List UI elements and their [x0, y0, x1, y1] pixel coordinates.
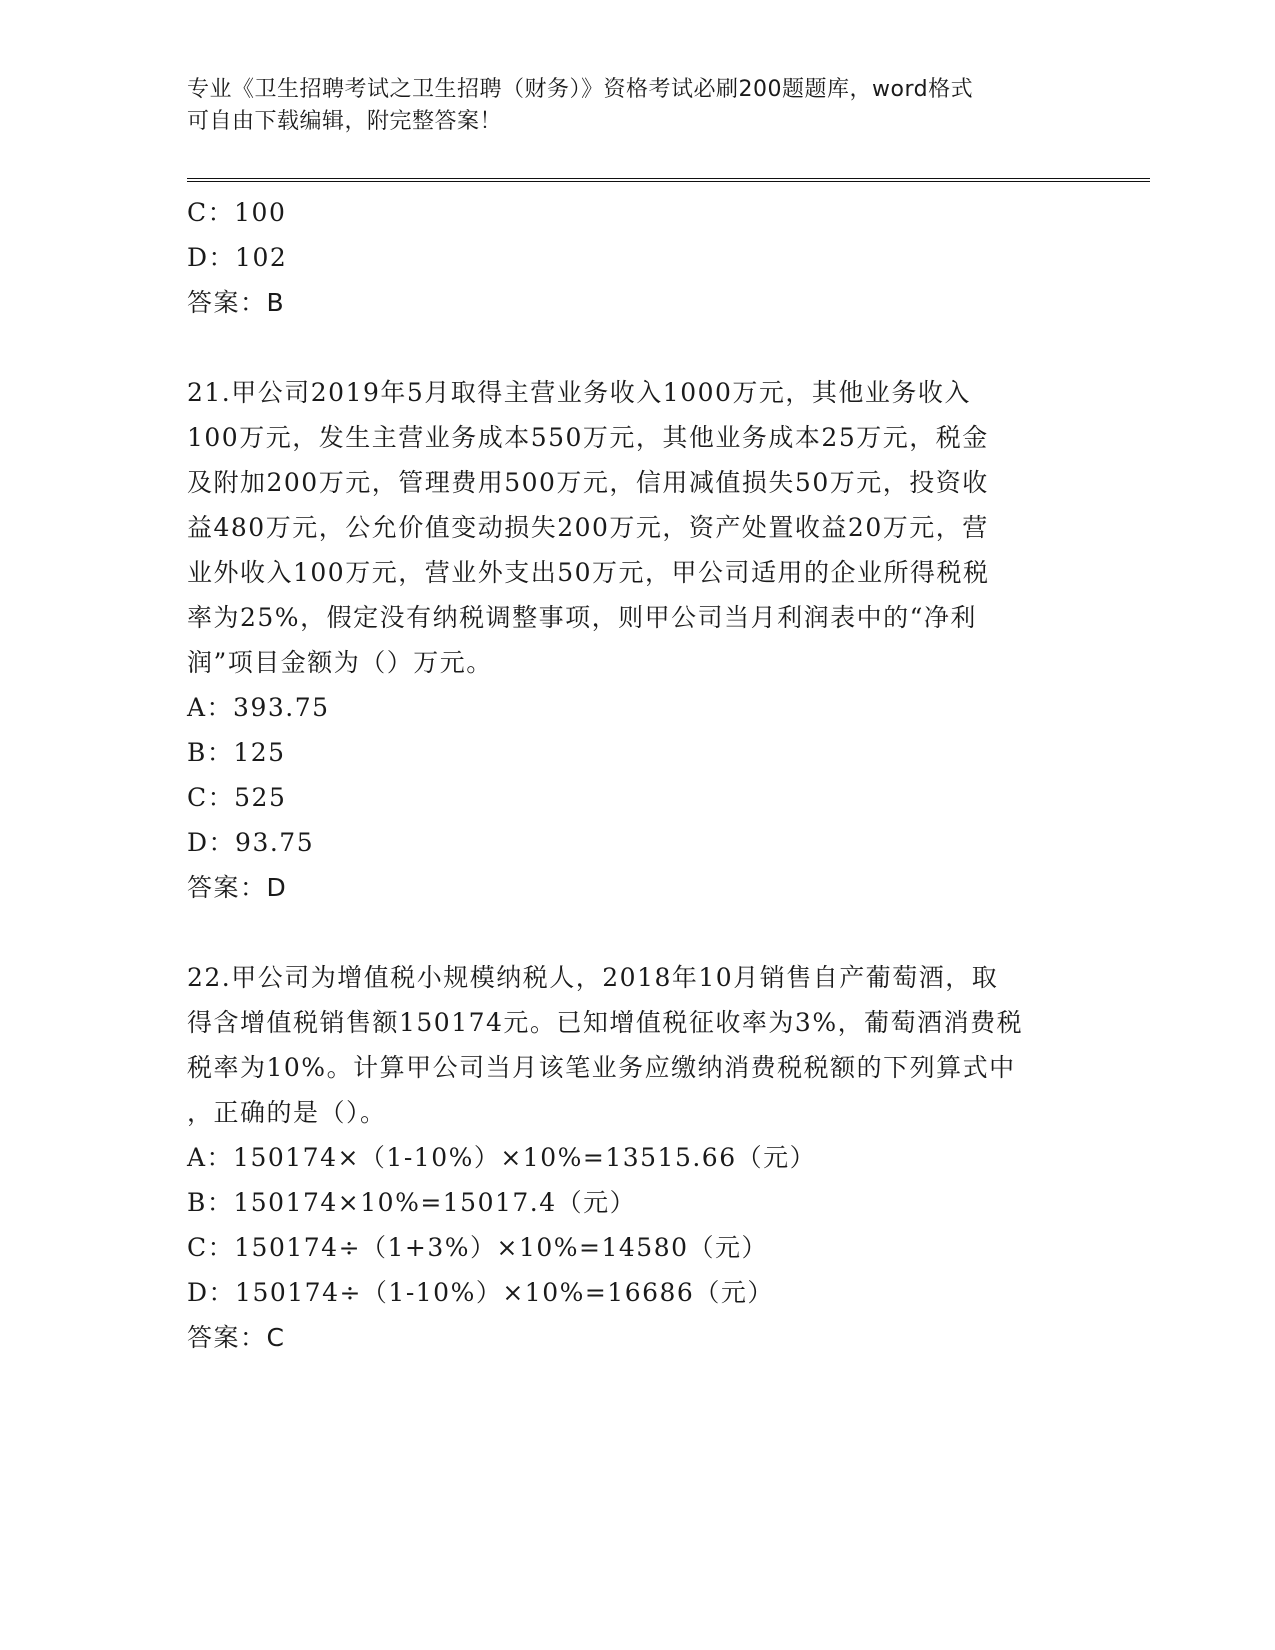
option-a: A：150174×（1-10%）×10%=13515.66（元）	[187, 1143, 817, 1172]
option-d: D：102	[187, 243, 288, 272]
option-d: D：93.75	[187, 828, 315, 857]
question-stem-line: 税率为10%。计算甲公司当月该笔业务应缴纳消费税税额的下列算式中	[187, 1053, 1016, 1082]
question-stem-line: 润”项目金额为（）万元。	[187, 648, 493, 677]
option-c: C：100	[187, 198, 287, 227]
question-stem-line: 益480万元，公允价值变动损失200万元，资产处置收益20万元，营	[187, 513, 989, 542]
header-divider	[187, 178, 1150, 182]
question-stem-line: 100万元，发生主营业务成本550万元，其他业务成本25万元，税金	[187, 423, 989, 452]
previous-question-tail	[187, 190, 1087, 325]
spacer	[187, 910, 1087, 955]
option-a: A：393.75	[187, 693, 330, 722]
option-c: C：150174÷（1+3%）×10%=14580（元）	[187, 1233, 769, 1262]
answer-line: 答案：C	[187, 1323, 286, 1352]
option-b: B：150174×10%=15017.4（元）	[187, 1188, 637, 1217]
answer-line: 答案：D	[187, 873, 288, 902]
question-21	[187, 370, 1087, 910]
option-c: C：525	[187, 783, 287, 812]
header-line-1: 专业《卫生招聘考试之卫生招聘（财务）》资格考试必刷200题题库，word格式	[187, 77, 974, 102]
document-body	[187, 190, 1087, 1360]
question-stem-line: 及附加200万元，管理费用500万元，信用减值损失50万元，投资收	[187, 468, 989, 497]
question-stem-line: ，正确的是（）。	[187, 1098, 387, 1127]
question-stem-line: 得含增值税销售额150174元。已知增值税征收率为3%，葡萄酒消费税	[187, 1008, 1024, 1037]
question-22	[187, 955, 1087, 1360]
question-stem-line: 率为25%，假定没有纳税调整事项，则甲公司当月利润表中的“净利	[187, 603, 977, 632]
question-stem-line: 22.甲公司为增值税小规模纳税人，2018年10月销售自产葡萄酒，取	[187, 963, 999, 992]
spacer	[187, 325, 1087, 370]
header-line-2: 可自由下载编辑，附完整答案！	[187, 109, 503, 134]
option-b: B：125	[187, 738, 286, 767]
option-d: D：150174÷（1-10%）×10%=16686（元）	[187, 1278, 774, 1307]
page-header	[187, 74, 1087, 138]
answer-line: 答案：B	[187, 288, 286, 317]
question-stem-line: 业外收入100万元，营业外支出50万元，甲公司适用的企业所得税税	[187, 558, 990, 587]
question-stem-line: 21.甲公司2019年5月取得主营业务收入1000万元，其他业务收入	[187, 378, 971, 407]
